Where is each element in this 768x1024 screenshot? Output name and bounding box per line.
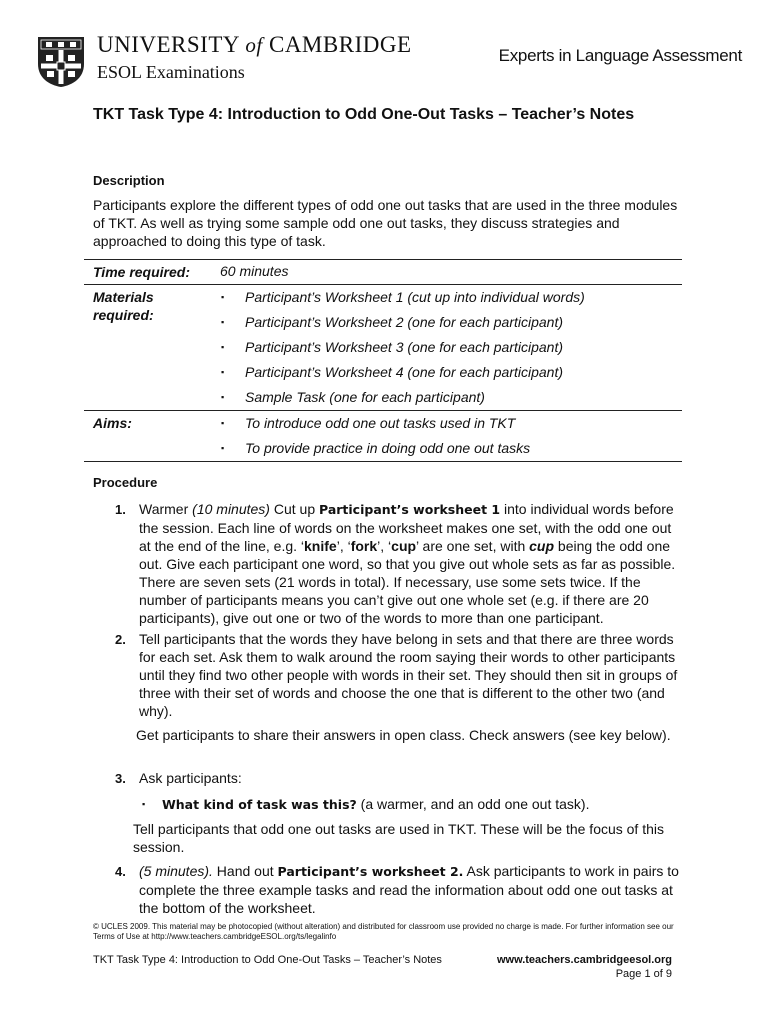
step-2-followup: Get participants to share their answers in open class. Check answers (see key below). (136, 727, 671, 743)
step-4-text: (5 minutes). Hand out Participant’s worksheet 2. Ask participants to work in pairs to complete the three example tasks and read the information about odd one out tasks at the bottom of the worksheet. (139, 863, 679, 916)
document-title: TKT Task Type 4: Introduction to Odd One-Out Tasks – Teacher’s Notes (93, 106, 635, 123)
copyright-notice: © UCLES 2009. This material may be photocopied (without alteration) and distributed for classroom use provided no charge is made. For further information see our Terms of Use at http://www.teachers.cambridgeESOL.org/ts/legalinfo (93, 922, 674, 941)
page-number: Page 1 of 9 (615, 968, 672, 980)
cambridge-crest-logo (37, 36, 85, 88)
step-1-text: Warmer (10 minutes) Cut up Participant’s worksheet 1 into individual words before the session. Each line of words on the worksheet makes one set, with the odd one out at the end of the line, e.g. ‘knife’, ‘fork’, ‘cup’ are one set, with cup being the odd one out. Give each participant one word, so that you give out whole sets as far as possible. There are seven sets (21 words in total). If necessary, use some sets twice. If the number of participants means you can’t give out one whole set (e.g. if there are 20 participants), give out one or two of the words to more than one participant. (139, 501, 676, 626)
time-value: 60 minutes (220, 263, 289, 279)
step-3-text: Ask participants: (139, 770, 242, 786)
tagline: Experts in Language Assessment (498, 46, 742, 65)
step-2-text: Tell participants that the words they have belong in sets and that there are three words for each set. Ask them to walk around the room saying their words to other participants until they find two other people with words in their set. They should then sit in groups of three with their set of words and choose the one that is different to the other two (and why). (139, 631, 678, 719)
materials-item: ▪ Participant’s Worksheet 1 (cut up into individual words) (221, 289, 585, 305)
aims-item: ▪ To provide practice in doing odd one out tasks (221, 440, 531, 456)
step-number: 3. (115, 771, 126, 786)
step-number: 4. (115, 864, 126, 879)
materials-item: ▪ Participant’s Worksheet 3 (one for each participant) (221, 339, 564, 355)
description-heading: Description (93, 173, 165, 188)
footer-title: TKT Task Type 4: Introduction to Odd One-Out Tasks – Teacher’s Notes (93, 954, 442, 966)
table-rule (84, 284, 682, 285)
table-rule (84, 410, 682, 411)
esol-examinations: ESOL Examinations (97, 62, 245, 82)
aims-label: Aims: (93, 415, 132, 431)
table-rule (84, 259, 682, 260)
step-number: 1. (115, 502, 126, 517)
description-text: Participants explore the different types of odd one out tasks that are used in the three modules of TKT. As well as trying some sample odd one out tasks, they discuss strategies and approached to doing this type of task. (93, 197, 678, 249)
materials-label: Materials required: (93, 289, 154, 323)
time-label: Time required: (93, 264, 190, 280)
procedure-heading: Procedure (93, 475, 158, 490)
step-number: 2. (115, 632, 126, 647)
materials-item: ▪ Participant’s Worksheet 4 (one for each participant) (221, 364, 564, 380)
step-3-question: ▪ What kind of task was this? (a warmer, and an odd one out task). (142, 796, 590, 812)
table-rule (84, 461, 682, 462)
university-name: UNIVERSITY of CAMBRIDGE (97, 32, 412, 57)
footer-url-link[interactable]: www.teachers.cambridgeesol.org (496, 954, 672, 966)
step-3-followup: Tell participants that odd one out tasks are used in TKT. These will be the focus of this session. (133, 821, 665, 855)
aims-item: ▪ To introduce odd one out tasks used in TKT (221, 415, 516, 431)
materials-item: ▪ Sample Task (one for each participant) (221, 389, 485, 405)
materials-item: ▪ Participant’s Worksheet 2 (one for each participant) (221, 314, 564, 330)
